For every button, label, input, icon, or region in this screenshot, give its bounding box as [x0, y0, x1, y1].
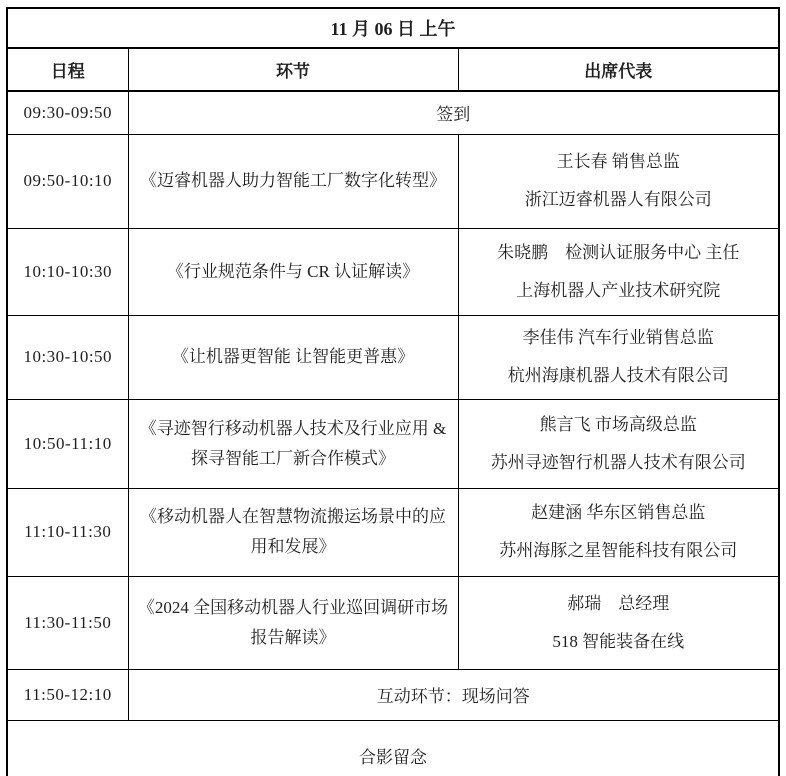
time-cell: 11:10-11:30: [7, 488, 128, 576]
table-row: [7, 669, 779, 720]
time-cell: 09:50-10:10: [7, 134, 128, 228]
delegate-company: 518 智能装备在线: [552, 631, 685, 651]
delegate-cell: [458, 488, 779, 576]
table-row: [7, 399, 779, 488]
time-cell: 10:10-10:30: [7, 228, 128, 315]
table-row: [7, 576, 779, 669]
column-header-schedule: 日程: [7, 48, 128, 91]
delegate-name-title: 赵建涵 华东区销售总监: [531, 503, 706, 522]
delegate-company: 苏州海豚之星智能科技有限公司: [499, 541, 738, 560]
delegate-cell: [458, 228, 779, 315]
time-cell: 10:30-10:50: [7, 315, 128, 399]
qa-cell: 互动环节：现场问答: [128, 669, 779, 720]
delegate-name-title: 李佳伟 汽车行业销售总监: [522, 328, 714, 347]
time-cell: 09:30-09:50: [7, 91, 128, 134]
group-photo-cell: 合影留念: [7, 720, 779, 776]
delegate-cell: [458, 134, 779, 228]
column-header-delegates: 出席代表: [458, 48, 779, 91]
session-cell: 《让机器更智能 让智能更普惠》: [128, 315, 458, 399]
delegate-company: 杭州海康机器人技术有限公司: [507, 366, 729, 385]
time-cell: 11:50-12:10: [7, 669, 128, 720]
delegate-cell: [458, 399, 779, 488]
delegate-cell: [458, 315, 779, 399]
table-footer-row: [7, 720, 779, 776]
table-row: [7, 134, 779, 228]
delegate-name-title: 熊言飞 市场高级总监: [539, 414, 697, 434]
table-title: 11 月 06 日 上午: [7, 8, 779, 48]
session-cell: 《移动机器人在智慧物流搬运场景中的应用和发展》: [128, 488, 458, 576]
table-row: [7, 228, 779, 315]
table-title-row: [7, 8, 779, 48]
table-header-row: [7, 48, 779, 91]
table-row: [7, 91, 779, 134]
table-row: [7, 488, 779, 576]
session-cell: 《寻迹智行移动机器人技术及行业应用 & 探寻智能工厂新合作模式》: [128, 399, 458, 488]
session-cell: 《2024 全国移动机器人行业巡回调研市场报告解读》: [128, 576, 458, 669]
session-cell: 《迈睿机器人助力智能工厂数字化转型》: [128, 134, 458, 228]
delegate-name-title: 王长春 销售总监: [556, 152, 680, 171]
time-cell: 11:30-11:50: [7, 576, 128, 669]
delegate-company: 浙江迈睿机器人有限公司: [524, 190, 712, 209]
signin-cell: 签到: [128, 91, 779, 134]
delegate-name-title: 朱晓鹏 检测认证服务中心 主任: [497, 242, 740, 262]
delegate-company: 苏州寻迹智行机器人技术有限公司: [490, 452, 746, 472]
column-header-session: 环节: [128, 48, 458, 91]
delegate-name-title: 郝瑞 总经理: [567, 593, 670, 613]
schedule-table: [6, 7, 780, 776]
session-cell: 《行业规范条件与 CR 认证解读》: [128, 228, 458, 315]
time-cell: 10:50-11:10: [7, 399, 128, 488]
table-row: [7, 315, 779, 399]
delegate-company: 上海机器人产业技术研究院: [516, 280, 721, 300]
delegate-cell: [458, 576, 779, 669]
